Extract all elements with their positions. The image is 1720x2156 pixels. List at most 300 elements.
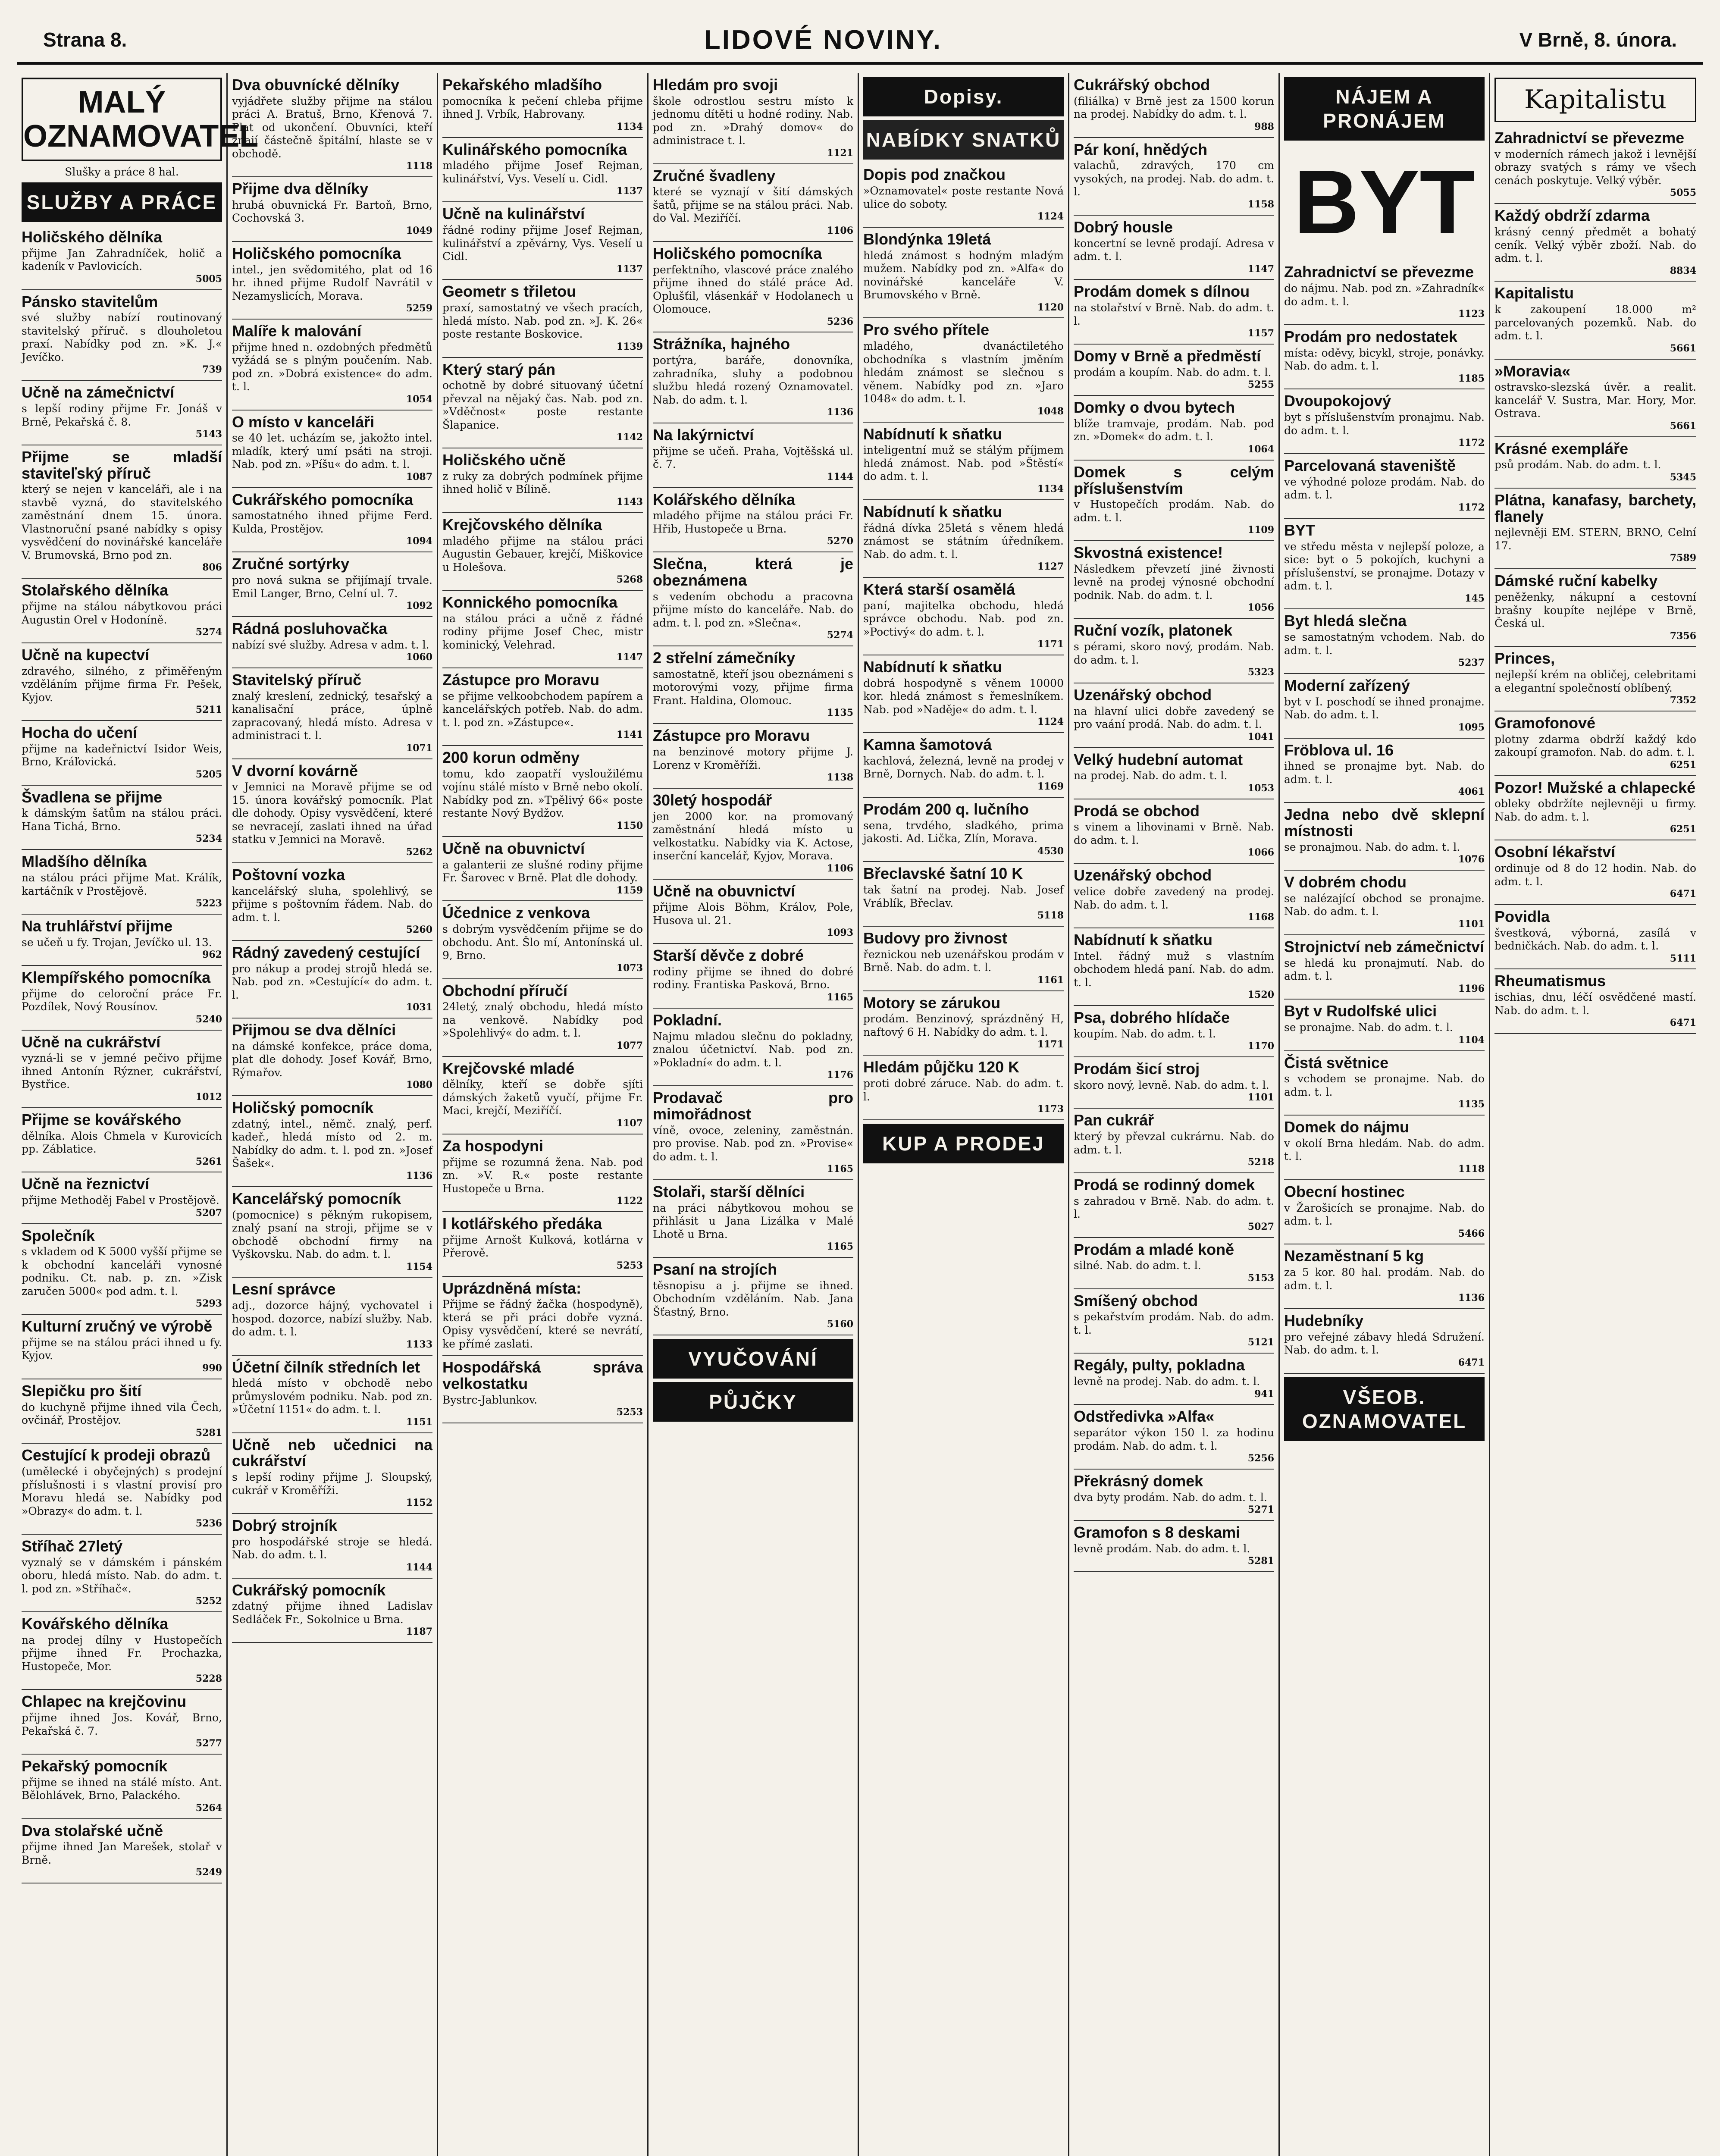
classified-ad [863, 500, 1064, 578]
ad-heading: Prodám pro nedostatek [1284, 327, 1458, 345]
ad-body: silné. Nab. do adm. t. l. [1074, 1259, 1201, 1272]
ad-heading: V dvorní kovárně [232, 761, 358, 780]
ad-heading: Ruční vozík, platonek [1074, 621, 1233, 639]
ad-body: kancelářský sluha, spolehlivý, se přijme s poštovním řádem. Nab. do adm. t. l. [232, 884, 432, 924]
ad-body: s dobrým vysvědčením přijme se do obchodu. Ant. Šlo mí, Antonínská ul. 9, Brno. [442, 923, 643, 962]
ad-body: ihned se pronajme byt. Nab. do adm. t. l. [1284, 760, 1485, 786]
ad-heading: Plátna, kanafasy, barchety, flanely [1494, 491, 1696, 525]
ad-heading: V dobrém chodu [1284, 873, 1407, 891]
ad-heading: Psaní na strojích [653, 1260, 777, 1278]
ad-heading: Krejčovské mladé [442, 1059, 575, 1077]
ad-number: 1134 [1037, 483, 1064, 495]
classified-ad [1074, 1006, 1274, 1057]
ad-body: paní, majitelka obchodu, hledá správce obchodu. Nab. pod zn. »Poctivý« do adm. t. l. [863, 599, 1064, 638]
ad-body: rodiny přijme se ihned do dobré rodiny. Frantiska Pasková, Brno. [653, 965, 853, 991]
classified-ad [442, 979, 643, 1057]
ad-body: s vinem a lihovinami v Brně. Nab. do adm. t. l. [1074, 821, 1274, 846]
classified-ad [863, 423, 1064, 500]
classified-ad [22, 643, 222, 721]
ad-body: na hlavní ulici dobře zavedený se pro vaání prodá. Nab. do adm. t. l. [1074, 705, 1274, 731]
classified-ad [442, 668, 643, 746]
ad-body: psů prodám. Nab. do adm. t. l. [1494, 458, 1661, 471]
classified-ad [1494, 489, 1696, 569]
classified-ad [1284, 454, 1485, 519]
ad-heading: Učně na zámečnictví [22, 383, 175, 401]
classified-ad [1074, 748, 1274, 799]
ad-body: Přijme se řádný žačka (hospodyně), která se při práci dobře vyzná. Opisy vysvědčení, které se nevrátí, ke přímé zaslati. [442, 1298, 643, 1350]
ad-heading: Holičského učně [442, 451, 566, 469]
ad-body: mladého přijme Josef Rejman, kulinářství, Vys. Veselí u. Cidl. [442, 159, 643, 185]
classified-ad [22, 1172, 222, 1224]
ad-body: s lepší rodiny přijme Fr. Jonáš v Brně, Pekařská č. 8. [22, 402, 222, 428]
ad-list [863, 163, 1064, 1120]
classified-ad [653, 880, 853, 944]
ad-heading: Hledám pro svoji [653, 76, 778, 94]
ad-number: 1122 [616, 1195, 643, 1207]
ad-number: 5262 [406, 846, 432, 858]
ad-body: pro nová sukna se přijímají trvale. Emil Langer, Brno, Celní ul. 7. [232, 574, 432, 600]
ad-number: 1165 [827, 1163, 853, 1175]
ad-number: 5261 [195, 1156, 222, 1167]
ad-number: 7589 [1670, 552, 1696, 564]
ad-body: pro nákup a prodej strojů hledá se. Nab. pod zn. »Cestující« do adm. t. l. [232, 962, 432, 1001]
column-1 [17, 73, 259, 2156]
ad-heading: Přijme se mladší staviteľský příruč [22, 448, 222, 482]
ad-heading: Nabídnutí k sňatku [1074, 931, 1213, 949]
ad-heading: Psa, dobrého hlídače [1074, 1009, 1230, 1027]
ad-number: 5252 [195, 1595, 222, 1607]
classified-ad [863, 163, 1064, 228]
ad-body: adj., dozorce hájný, vychovatel i hospod. dozorce, nabízí služby. Nab. do adm. t. l. [232, 1299, 432, 1338]
ad-heading: Švadlena se přijme [22, 788, 163, 806]
classified-ad [1494, 905, 1696, 970]
ad-number: 1176 [827, 1069, 853, 1081]
classified-ad [653, 944, 853, 1009]
ad-number: 739 [202, 364, 222, 376]
ad-body: švestková, výborná, zasílá v bedničkách. Nab. do adm. t. l. [1494, 926, 1696, 953]
ad-heading: BYT [1284, 521, 1315, 539]
ad-number: 1144 [406, 1561, 432, 1573]
ad-number: 1092 [406, 600, 432, 612]
ad-body: zdravého, silného, z přiměřeným vzděláním přijme firma Fr. Pešek, Kyjov. [22, 664, 222, 704]
classified-ad [863, 733, 1064, 798]
ad-heading: »Moravia« [1494, 362, 1571, 380]
ad-body: s vedením obchodu a pracovna přijme místo do kanceláře. Nab. do adm. t. l. pod zn. »Slečna«. [653, 590, 853, 629]
ad-body: těsnopisu a j. přijme se ihned. Obchodním vzděláním. Nab. Jana Šťastný, Brno. [653, 1279, 853, 1318]
classified-ad [863, 1056, 1064, 1120]
ad-number: 1172 [1458, 437, 1485, 449]
ad-heading: Pekařský pomocník [22, 1757, 168, 1775]
ad-number: 1048 [1037, 405, 1064, 417]
classified-ad [653, 488, 853, 553]
ad-body: které se vyznají v šití dámských šatů, přijme se na stálou práci. Nab. do Val. Meziříčí. [653, 185, 853, 225]
classified-ad [653, 73, 853, 164]
classified-ad [653, 724, 853, 789]
ad-body: hrubá obuvnická Fr. Bartoň, Brno, Cochovská 3. [232, 198, 432, 225]
ad-heading: Moderní zařízený [1284, 676, 1410, 694]
classified-ad [442, 138, 643, 203]
ad-heading: Krásné exempláře [1494, 439, 1629, 458]
ad-body: mladého, dvanáctiletého obchodníka s vlastním jměním hledám známost se slečnou s věnem. Nabídky pod zn. »Jaro 1048« do adm. t. l. [863, 340, 1064, 405]
classified-ad [653, 1258, 853, 1335]
ad-heading: Skvostná existence! [1074, 544, 1223, 562]
classified-ad [1074, 138, 1274, 216]
ad-number: 1073 [616, 962, 643, 974]
ad-number: 5228 [195, 1673, 222, 1685]
classified-ad [1074, 1173, 1274, 1238]
ad-number: 5274 [195, 627, 222, 638]
ad-heading: Hospodářská správa velkostatku [442, 1358, 643, 1393]
ad-heading: Učně na kulinářství [442, 205, 585, 223]
ad-body: Bystrc-Jablunkov. [442, 1393, 538, 1406]
ad-heading: I kotlářského předáka [442, 1214, 602, 1232]
ad-body: k zakoupení 18.000 m² parcelovaných pozemků. Nab. do adm. t. l. [1494, 303, 1696, 342]
ad-body: ve výhodné poloze prodám. Nab. do adm. t. l. [1284, 475, 1485, 501]
ad-heading: Který starý pán [442, 360, 556, 378]
ad-heading: Gramofonové [1494, 714, 1596, 732]
classified-ad [1494, 360, 1696, 437]
ad-number: 1133 [406, 1338, 432, 1350]
ad-number: 962 [202, 949, 222, 961]
classified-ad [1074, 1238, 1274, 1289]
ad-heading: Cestující k prodeji obrazů [22, 1446, 211, 1464]
ad-number: 1106 [827, 862, 853, 874]
ad-heading: Hudebníky [1284, 1312, 1364, 1330]
newspaper-title: LIDOVÉ NOVINY. [704, 25, 942, 55]
column-4 [649, 73, 859, 2156]
ad-body: přijme se ihned na stálé místo. Ant. Bělohlávek, Brno, Palackého. [22, 1776, 222, 1802]
ad-body: inteligentní muž se stálým příjmem hledá známost. Nab. pod »Štěstí« do adm. t. l. [863, 444, 1064, 483]
ad-list [1284, 260, 1485, 1373]
ad-heading: Chlapec na krejčovinu [22, 1692, 187, 1711]
ad-body: na prodej. Nab. do adm. t. l. [1074, 769, 1228, 782]
ad-number: 5281 [195, 1427, 222, 1438]
ad-number: 5218 [1247, 1156, 1274, 1168]
ad-body: vyjádřete služby přijme na stálou práci A. Bratuš, Brno, Křenová 7. Plat od ukončení. Obuvníci, kteří znají částečně špitální, hlaste se v obchodě. [232, 94, 432, 160]
ad-number: 7356 [1670, 630, 1696, 642]
ad-heading: Učně na obuvnictví [442, 839, 585, 857]
classified-ad [22, 290, 222, 381]
ad-heading: Povidla [1494, 907, 1550, 925]
ad-heading: Uprázdněná místa: [442, 1279, 582, 1297]
ad-heading: Strážníka, hajného [653, 335, 790, 353]
ad-body: víně, ovoce, zeleniny, zaměstnán. pro provise. Nab. pod zn. »Provise« do adm. t. l. [653, 1124, 853, 1163]
ad-heading: Zahradnictví se převezme [1284, 263, 1474, 281]
ad-number: 5205 [195, 768, 222, 780]
classified-ad [1284, 1309, 1485, 1374]
column-6 [1069, 73, 1280, 2156]
ad-number: 5255 [1247, 379, 1274, 391]
ad-list [1074, 73, 1274, 1572]
column-8 [1490, 73, 1701, 2156]
classified-ad [1074, 73, 1274, 138]
ad-number: 5236 [827, 316, 853, 327]
classified-ad [22, 1755, 222, 1819]
classified-ad [1074, 1521, 1274, 1572]
ad-list [22, 226, 222, 1883]
ad-heading: Na lakýrnictví [653, 426, 754, 444]
classified-ad [232, 320, 432, 411]
ad-body: pomocníka k pečení chleba přijme ihned J. Vrbík, Habrovany. [442, 94, 643, 121]
classified-ad [1074, 216, 1274, 280]
ad-heading: Rádný zavedený cestující [232, 943, 420, 961]
ad-number: 1157 [1247, 328, 1274, 339]
classified-ad [1494, 126, 1696, 204]
classified-ad [1284, 1116, 1485, 1180]
classified-ad [1284, 803, 1485, 871]
ad-body: nejlevněji EM. STERN, BRNO, Celní 17. [1494, 526, 1696, 552]
ad-body: nejlepší krém na obličej, celebritami a elegantní společností oblíbený. [1494, 668, 1696, 694]
ad-heading: Pánsko stavitelům [22, 292, 158, 310]
ad-heading: Prodám a mladé koně [1074, 1240, 1234, 1258]
ad-heading: Která starší osamělá [863, 580, 1015, 598]
classified-ad [1284, 871, 1485, 935]
ad-list [442, 73, 643, 1423]
ad-number: 8834 [1670, 265, 1696, 276]
ad-body: dva byty prodám. Nab. do adm. t. l. [1074, 1491, 1267, 1504]
ad-number: 1136 [827, 407, 853, 418]
ad-heading: Přijme se kovářského [22, 1110, 182, 1128]
ad-number: 1161 [1037, 974, 1064, 986]
ad-heading: 200 korun odměny [442, 749, 580, 767]
classified-ad [442, 513, 643, 591]
ad-body: hledá známost s hodným mladým mužem. Nabídky pod zn. »Alfa« do novinářské kanceláře V. Brumovského v Brně. [863, 249, 1064, 301]
ad-heading: Učně na řeznictví [22, 1175, 150, 1193]
ad-number: 990 [202, 1362, 222, 1374]
ad-body: na stolařství v Brně. Nab. do adm. t. l. [1074, 301, 1274, 327]
ad-number: 1066 [1247, 847, 1274, 859]
ad-list [653, 73, 853, 1335]
ad-heading: Hledám půjčku 120 K [863, 1058, 1020, 1076]
ad-number: 5253 [616, 1407, 643, 1418]
masthead [17, 17, 1703, 65]
ad-number: 1054 [406, 393, 432, 405]
classified-ad [22, 1379, 222, 1444]
ad-body: na stálou práci a učně z řádné rodiny přijme Josef Chec, mistr kominický, Velehrad. [442, 612, 643, 651]
ad-number: 1124 [1037, 211, 1064, 222]
ad-heading: Jedna nebo dvě sklepní místnosti [1284, 805, 1485, 840]
classified-ad [1284, 325, 1485, 390]
ad-number: 1071 [406, 742, 432, 754]
ad-body: se učeň u fy. Trojan, Jevíčko ul. 13. [22, 936, 212, 949]
classified-ad [442, 73, 643, 138]
ad-heading: Prodá se rodinný domek [1074, 1175, 1255, 1194]
ad-body: dělníka. Alois Chmela v Kurovicích pp. Záblatice. [22, 1129, 222, 1156]
ad-body: Intel. řádný muž s vlastním obchodem hledá paní. Nab. do adm. t. l. [1074, 950, 1274, 989]
maly-oznamovatel-banner: MALÝ OZNAMOVATEL [22, 78, 222, 161]
ad-number: 5121 [1247, 1337, 1274, 1348]
ad-heading: Strojnictví neb zámečnictví [1284, 937, 1485, 956]
ad-number: 1077 [616, 1040, 643, 1051]
ad-heading: Gramofon s 8 deskami [1074, 1523, 1241, 1542]
ad-body: škole odrostlou sestru místo k jednomu dítěti u hodné rodiny. Nab. pod zn. »Drahý domov« do administrace t. l. [653, 94, 853, 147]
classified-ad [232, 177, 432, 242]
ad-number: 1064 [1247, 443, 1274, 455]
classified-ad [1284, 1180, 1485, 1245]
ad-body: proti dobré záruce. Nab. do adm. t. l. [863, 1077, 1064, 1103]
classified-ad [1494, 437, 1696, 489]
classified-ad [1494, 647, 1696, 711]
page-number: Strana 8. [43, 28, 127, 51]
ad-body: kachlová, železná, levně na prodej v Brně, Dornych. Nab. do adm. t. l. [863, 754, 1064, 780]
ad-body: do nájmu. Nab. pod zn. »Zahradník« do adm. t. l. [1284, 282, 1485, 308]
classified-ad [442, 901, 643, 979]
classified-ad [1284, 739, 1485, 803]
classified-ad [1074, 928, 1274, 1006]
ad-heading: Smíšený obchod [1074, 1291, 1198, 1310]
classified-ad [22, 966, 222, 1031]
ad-heading: Krejčovského dělníka [442, 515, 602, 533]
ad-body: do kuchyně přijme ihned vila Čech, ovčinář, Prostějov. [22, 1401, 222, 1427]
ad-body: tak šatní na prodej. Nab. Josef Vráblík, Břeclav. [863, 884, 1064, 909]
classified-ad [232, 73, 432, 177]
ad-number: 5111 [1670, 953, 1696, 964]
ad-number: 1135 [827, 707, 853, 719]
ad-body: se pronajmou. Nab. do adm. t. l. [1284, 840, 1460, 853]
ad-number: 1135 [1458, 1099, 1485, 1110]
section-banner-dopisy: Dopisy. [863, 77, 1064, 116]
section-banner-najem: NÁJEM A PRONÁJEM [1284, 77, 1485, 141]
ad-heading: Zručné sortýrky [232, 555, 350, 573]
ad-number: 5207 [195, 1207, 222, 1219]
ad-heading: Poštovní vozka [232, 865, 345, 884]
ad-heading: Dopis pod značkou [863, 166, 1006, 184]
ad-body: separátor výkon 150 l. za hodinu prodám. Nab. do adm. t. l. [1074, 1426, 1274, 1452]
ad-heading: Dva obuvnícké dělníky [232, 76, 400, 94]
ad-number: 5271 [1247, 1504, 1274, 1516]
ad-number: 1118 [1458, 1163, 1485, 1175]
ad-number: 1138 [827, 772, 853, 783]
classified-ad [1284, 1051, 1485, 1116]
ad-heading: Holičského pomocníka [232, 244, 401, 262]
ad-body: přijme Alois Böhm, Králov, Pole, Husova ul. 21. [653, 901, 853, 927]
ad-number: 5281 [1247, 1555, 1274, 1567]
classified-ad [653, 242, 853, 333]
ad-heading: Dámské ruční kabelky [1494, 572, 1658, 590]
ad-number: 5223 [195, 898, 222, 909]
ad-heading: Cukrářský obchod [1074, 76, 1210, 94]
ad-number: 5268 [616, 574, 643, 586]
ad-number: 145 [1465, 592, 1485, 604]
ad-number: 5153 [1247, 1272, 1274, 1284]
ad-heading: Pár koní, hnědých [1074, 140, 1208, 158]
classified-ad [1074, 1354, 1274, 1405]
column-2 [228, 73, 438, 2156]
ad-body: přijme ihned Jan Marešek, stolař v Brně. [22, 1840, 222, 1866]
classified-ad [232, 1018, 432, 1096]
ad-heading: Rheumatismus [1494, 972, 1606, 990]
ad-body: prodám. Benzinový, sprázdněný H, naftový 6 H. Nabídky do adm. t. l. [863, 1012, 1064, 1038]
ad-number: 5277 [195, 1738, 222, 1749]
ad-heading: Stolařského dělníka [22, 581, 169, 599]
classified-ad [232, 242, 432, 320]
ad-body: který se nejen v kanceláři, ale i na stavbě vyzná, do stavitelského zaměstnání dnem 15. února. Vlastnoruční psané nabídky s opisy vysvědčení do novinářské kanceláře V. Brumovská, Brno pod zn. [22, 483, 222, 561]
ad-number: 5661 [1670, 420, 1696, 432]
ad-heading: Čistá světnice [1284, 1053, 1389, 1072]
classified-ad [442, 1277, 643, 1356]
ad-number: 1150 [616, 820, 643, 831]
ad-heading: Dva stolařské učně [22, 1821, 163, 1839]
classified-ad [442, 591, 643, 668]
ad-number: 1158 [1247, 198, 1274, 210]
ad-body: nabízí své služby. Adresa v adm. t. l. [232, 638, 429, 651]
kapitalistu-heading: Kapitalistu [1524, 85, 1667, 115]
ad-number: 1076 [1458, 854, 1485, 865]
ad-heading: Domek s celým příslušenstvím [1074, 463, 1274, 497]
ad-number: 1187 [406, 1626, 432, 1638]
ad-heading: Prodá se obchod [1074, 802, 1200, 820]
classified-ad [442, 1356, 643, 1423]
ad-heading: Byt v Rudolfské ulici [1284, 1002, 1437, 1020]
classified-ad [1074, 683, 1274, 748]
ad-body: peněženky, nákupní a cestovní brašny koupíte nejlépe v Brně, Česká ul. [1494, 591, 1696, 630]
ad-body: mladého přijme na stálou práci Fr. Hřib, Hustopeče u Brna. [653, 509, 853, 535]
ad-heading: Pokladní. [653, 1011, 722, 1029]
ad-number: 5293 [195, 1298, 222, 1310]
ad-heading: Slečna, která je obeznámena [653, 555, 853, 589]
ad-number: 1087 [406, 471, 432, 483]
ad-heading: Malíře k malování [232, 322, 362, 340]
ad-heading: Dobrý housle [1074, 218, 1173, 236]
ad-number: 5661 [1670, 342, 1696, 354]
ad-number: 1094 [406, 536, 432, 547]
ad-number: 1041 [1247, 731, 1274, 743]
ad-body: který by převzal cukrárnu. Nab. do adm. t. l. [1074, 1130, 1274, 1156]
classified-ad [653, 789, 853, 880]
ad-number: 1060 [406, 652, 432, 663]
classified-ad [1074, 1470, 1274, 1521]
ad-heading: 30letý hospodář [653, 791, 772, 809]
ad-body: ischias, dnu, léčí osvědčené mastí. Nab. do adm. t. l. [1494, 991, 1696, 1017]
ad-body: koncertní se levně prodají. Adresa v adm. t. l. [1074, 237, 1274, 263]
column-3 [438, 73, 649, 2156]
classified-ad [442, 202, 643, 280]
ad-heading: Parcelovaná staveniště [1284, 457, 1456, 475]
ad-body: s zahradou v Brně. Nab. do adm. t. l. [1074, 1194, 1274, 1221]
ad-body: řádné rodiny přijme Josef Rejman, kulinářství a zpěvárny, Vys. Veselí u Cidl. [442, 224, 643, 263]
classified-ad [1074, 396, 1274, 461]
maly-oznamovatel-sub: Slušky a práce 8 hal. [65, 166, 179, 179]
classified-ad [1284, 389, 1485, 454]
ad-heading: Stolaři, starší dělníci [653, 1182, 805, 1200]
ad-body: hledá místo v obchodě nebo průmyslovém podniku. Nab. pod zn. »Účetní 1151« do adm. t. l. [232, 1377, 432, 1416]
classified-ad [22, 1031, 222, 1108]
ad-number: 1144 [827, 471, 853, 483]
classified-ad [22, 915, 222, 966]
classified-ad [1284, 609, 1485, 674]
ad-body: koupím. Nab. do adm. t. l. [1074, 1027, 1216, 1040]
ad-number: 1124 [1037, 716, 1064, 728]
classified-ad [232, 411, 432, 488]
ad-body: přijme na kadeřnictví Isidor Weis, Brno, Kráľovická. [22, 742, 222, 768]
ad-number: 5211 [195, 704, 222, 716]
section-banner-vseob: VŠEOB. OZNAMOVATEL [1284, 1377, 1485, 1441]
classified-ad [442, 280, 643, 357]
ad-body: zdatný, intel., němč. znalý, perf. kadeř., hledá místo od 2. m. Nabídky do adm. t. l. pod zn. »Josef Šašek«. [232, 1117, 432, 1170]
classified-ad [653, 552, 853, 646]
ad-body: ostravsko-slezská úvěr. a realit. kancelář V. Sustra, Mar. Hory, Mor. Ostrava. [1494, 381, 1696, 420]
classified-ad [863, 318, 1064, 422]
ad-number: 1520 [1247, 989, 1274, 1001]
classified-ad [22, 1108, 222, 1173]
classified-ad [1494, 969, 1696, 1034]
classified-ad [863, 655, 1064, 733]
ad-heading: Princes, [1494, 649, 1555, 667]
ad-number: 7352 [1670, 695, 1696, 706]
ad-body: velice dobře zavedený na prodej. Nab. do adm. t. l. [1074, 885, 1274, 911]
ad-number: 1185 [1458, 373, 1485, 384]
ad-heading: Kovářského dělníka [22, 1615, 169, 1633]
